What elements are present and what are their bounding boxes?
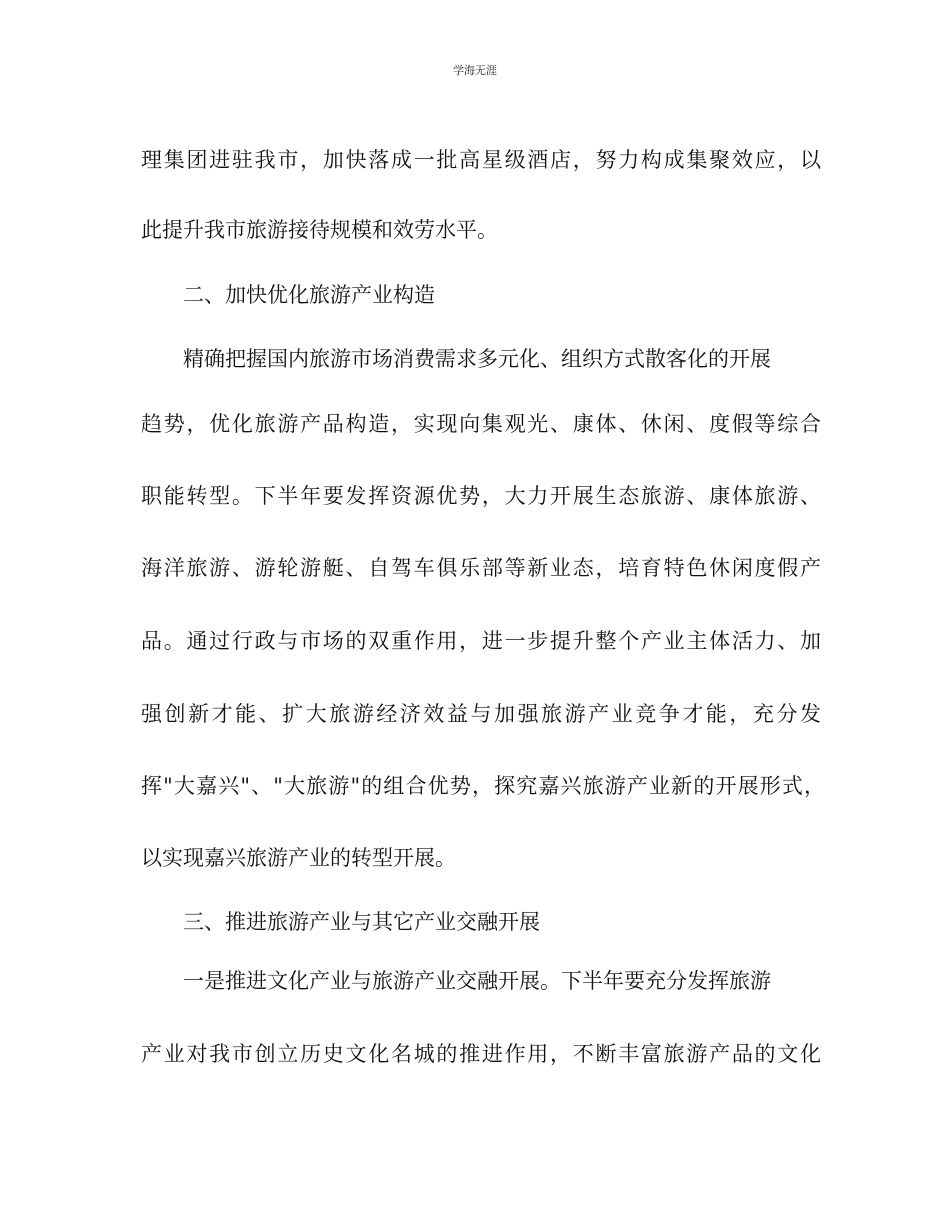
paragraph-line: 精确把握国内旅游市场消费需求多元化、组织方式散客化的开展 — [183, 347, 771, 371]
paragraph-line: 此提升我市旅游接待规模和效劳水平。 — [141, 218, 498, 242]
paragraph-line: 产业对我市创立历史文化名城的推进作用，不断丰富旅游产品的文化 — [141, 1042, 821, 1066]
paragraph-line: 职能转型。下半年要发挥资源优势，大力开展生态旅游、康体旅游、 — [141, 484, 821, 508]
paragraph-line: 品。通过行政与市场的双重作用，进一步提升整个产业主体活力、加 — [141, 629, 821, 653]
section-heading: 二、加快优化旅游产业构造 — [183, 283, 435, 307]
page-header: 学海无涯 — [453, 64, 497, 77]
paragraph-line: 强创新才能、扩大旅游经济效益与加强旅游产业竞争才能，充分发 — [141, 702, 821, 726]
paragraph-line: 一是推进文化产业与旅游产业交融开展。下半年要充分发挥旅游 — [183, 969, 771, 993]
section-heading: 三、推进旅游产业与其它产业交融开展 — [183, 910, 540, 934]
paragraph-line: 以实现嘉兴旅游产业的转型开展。 — [141, 846, 456, 870]
paragraph-line: 趋势，优化旅游产品构造，实现向集观光、康体、休闲、度假等综合 — [141, 412, 821, 436]
paragraph-line: 理集团进驻我市，加快落成一批高星级酒店，努力构成集聚效应，以 — [141, 148, 821, 172]
paragraph-line: 海洋旅游、游轮游艇、自驾车俱乐部等新业态，培育特色休闲度假产 — [141, 556, 821, 580]
paragraph-line: 挥"大嘉兴"、"大旅游"的组合优势，探究嘉兴旅游产业新的开展形式， — [141, 774, 825, 798]
